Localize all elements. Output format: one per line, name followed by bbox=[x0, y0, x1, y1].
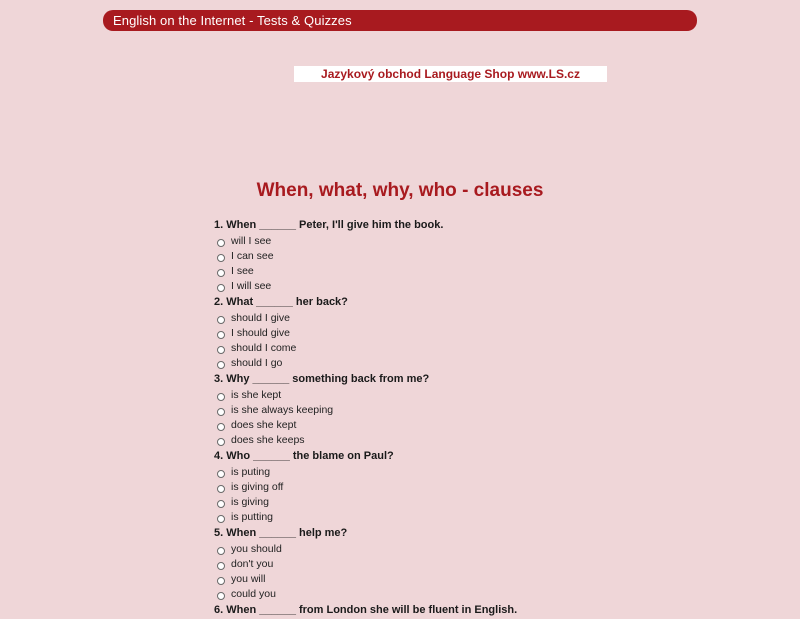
question-6 bbox=[214, 602, 634, 619]
answer-option[interactable] bbox=[214, 326, 634, 341]
site-header-bar bbox=[103, 10, 697, 31]
option-label: could you bbox=[231, 588, 276, 600]
option-label: I will see bbox=[231, 280, 272, 292]
question-text: 6. When ______ from London she will be fluent in English. bbox=[214, 604, 518, 616]
option-label: I can see bbox=[231, 250, 274, 262]
radio-button[interactable] bbox=[217, 592, 225, 600]
answer-option[interactable] bbox=[214, 557, 634, 572]
radio-button[interactable] bbox=[217, 547, 225, 555]
radio-button[interactable] bbox=[217, 284, 225, 292]
answer-option[interactable] bbox=[214, 341, 634, 356]
option-label: does she kept bbox=[231, 419, 297, 431]
option-label: I see bbox=[231, 265, 254, 277]
option-label: is giving bbox=[231, 496, 269, 508]
question-2 bbox=[214, 294, 634, 371]
answer-option[interactable] bbox=[214, 418, 634, 433]
option-label: should I give bbox=[231, 312, 290, 324]
radio-button[interactable] bbox=[217, 361, 225, 369]
answer-option[interactable] bbox=[214, 356, 634, 371]
option-label: I should give bbox=[231, 327, 290, 339]
answer-option[interactable] bbox=[214, 234, 634, 249]
answer-option[interactable] bbox=[214, 264, 634, 279]
option-label: is she always keeping bbox=[231, 404, 334, 416]
answer-option[interactable] bbox=[214, 510, 634, 525]
question-5 bbox=[214, 525, 634, 602]
radio-button[interactable] bbox=[217, 577, 225, 585]
radio-button[interactable] bbox=[217, 423, 225, 431]
option-label: is puting bbox=[231, 466, 271, 478]
radio-button[interactable] bbox=[217, 562, 225, 570]
answer-option[interactable] bbox=[214, 572, 634, 587]
site-title: English on the Internet - Tests & Quizzes bbox=[113, 13, 352, 28]
option-label: should I come bbox=[231, 342, 297, 354]
radio-button[interactable] bbox=[217, 470, 225, 478]
radio-button[interactable] bbox=[217, 408, 225, 416]
quiz-form bbox=[214, 217, 634, 619]
option-label: you should bbox=[231, 543, 282, 555]
option-label: should I go bbox=[231, 357, 283, 369]
question-text: 2. What ______ her back? bbox=[214, 296, 348, 308]
answer-option[interactable] bbox=[214, 587, 634, 602]
answer-option[interactable] bbox=[214, 465, 634, 480]
answer-option[interactable] bbox=[214, 480, 634, 495]
answer-option[interactable] bbox=[214, 311, 634, 326]
radio-button[interactable] bbox=[217, 438, 225, 446]
answer-option[interactable] bbox=[214, 542, 634, 557]
radio-button[interactable] bbox=[217, 254, 225, 262]
question-text: 4. Who ______ the blame on Paul? bbox=[214, 450, 394, 462]
question-3 bbox=[214, 371, 634, 448]
question-4 bbox=[214, 448, 634, 525]
option-label: is putting bbox=[231, 511, 274, 523]
language-shop-banner-link[interactable]: Jazykový obchod Language Shop www.LS.cz bbox=[294, 66, 607, 82]
radio-button[interactable] bbox=[217, 346, 225, 354]
question-text: 5. When ______ help me? bbox=[214, 527, 348, 539]
question-text: 1. When ______ Peter, I'll give him the book. bbox=[214, 219, 444, 231]
answer-option[interactable] bbox=[214, 433, 634, 448]
answer-option[interactable] bbox=[214, 403, 634, 418]
page-title: When, what, why, who - clauses bbox=[256, 180, 544, 201]
answer-option[interactable] bbox=[214, 388, 634, 403]
option-label: don't you bbox=[231, 558, 274, 570]
radio-button[interactable] bbox=[217, 269, 225, 277]
answer-option[interactable] bbox=[214, 495, 634, 510]
radio-button[interactable] bbox=[217, 316, 225, 324]
option-label: is giving off bbox=[231, 481, 284, 493]
question-1 bbox=[214, 217, 634, 294]
option-label: is she kept bbox=[231, 389, 282, 401]
question-text: 3. Why ______ something back from me? bbox=[214, 373, 430, 385]
option-label: will I see bbox=[231, 235, 272, 247]
answer-option[interactable] bbox=[214, 249, 634, 264]
radio-button[interactable] bbox=[217, 500, 225, 508]
radio-button[interactable] bbox=[217, 331, 225, 339]
radio-button[interactable] bbox=[217, 393, 225, 401]
radio-button[interactable] bbox=[217, 485, 225, 493]
option-label: you will bbox=[231, 573, 266, 585]
answer-option[interactable] bbox=[214, 279, 634, 294]
option-label: does she keeps bbox=[231, 434, 305, 446]
radio-button[interactable] bbox=[217, 515, 225, 523]
radio-button[interactable] bbox=[217, 239, 225, 247]
